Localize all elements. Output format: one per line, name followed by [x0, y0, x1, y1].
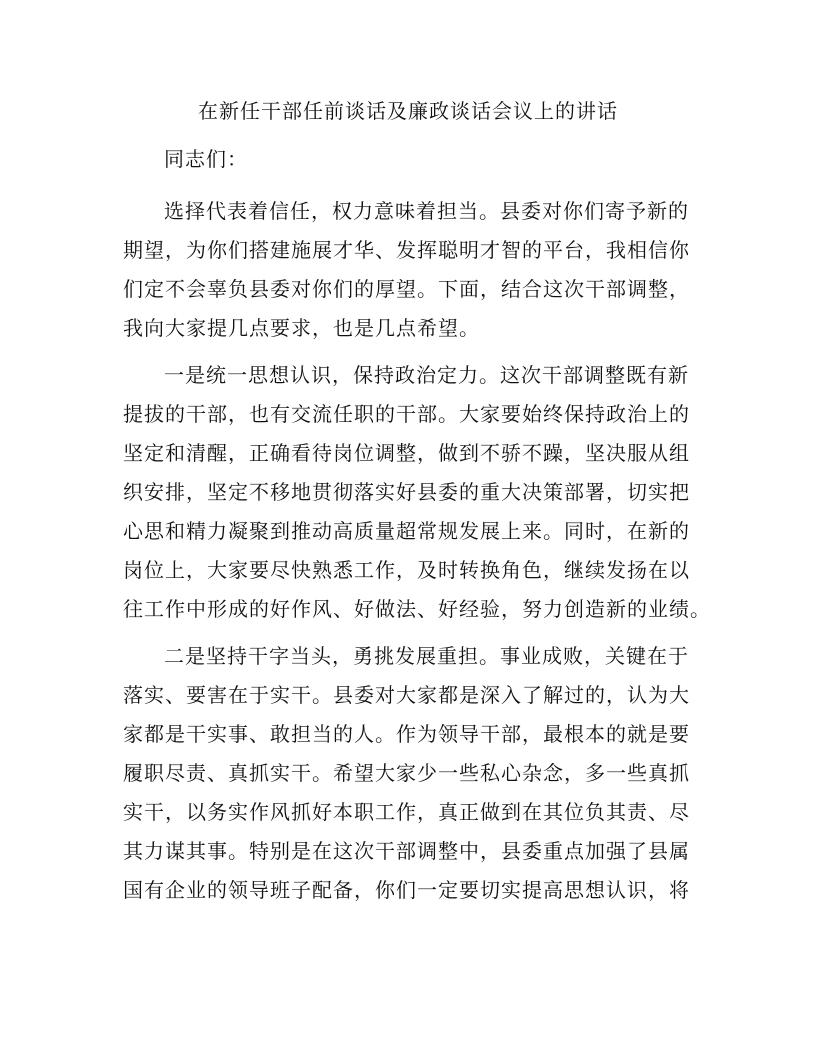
paragraph-3-line-6: 其力谋其事。特别是在这次干部调整中，县委重点加强了县属 [123, 839, 690, 863]
paragraph-3-line-5: 实干，以务实作风抓好本职工作，真正做到在其位负其责、尽 [123, 800, 690, 824]
paragraph-3-line-7: 国有企业的领导班子配备，你们一定要切实提高思想认识，将 [123, 878, 690, 902]
paragraph-2-line-3: 坚定和清醒，正确看待岗位调整，做到不骄不躁，坚决服从组 [123, 441, 690, 465]
paragraph-2-line-1: 一是统一思想认识，保持政治定力。这次干部调整既有新 [164, 363, 689, 387]
paragraph-1-line-4: 我向大家提几点要求，也是几点希望。 [123, 316, 480, 340]
salutation: 同志们： [164, 147, 248, 171]
document-title: 在新任干部任前谈话及廉政谈话会议上的讲话 [198, 99, 618, 123]
paragraph-2-line-7: 往工作中形成的好作风、好做法、好经验，努力创造新的业绩。 [123, 597, 711, 621]
paragraph-2-line-6: 岗位上，大家要尽快熟悉工作，及时转换角色，继续发扬在以 [123, 558, 690, 582]
paragraph-1-line-2: 期望，为你们搭建施展才华、发挥聪明才智的平台，我相信你 [123, 238, 690, 262]
paragraph-2-line-5: 心思和精力凝聚到推动高质量超常规发展上来。同时，在新的 [123, 519, 690, 543]
paragraph-3-line-1: 二是坚持干字当头，勇挑发展重担。事业成败，关键在于 [164, 644, 689, 668]
paragraph-3-line-2: 落实、要害在于实干。县委对大家都是深入了解过的，认为大 [123, 683, 690, 707]
paragraph-1-line-1: 选择代表着信任，权力意味着担当。县委对你们寄予新的 [164, 199, 689, 223]
paragraph-2-line-4: 织安排，坚定不移地贯彻落实好县委的重大决策部署，切实把 [123, 480, 690, 504]
paragraph-2-line-2: 提拔的干部，也有交流任职的干部。大家要始终保持政治上的 [123, 402, 690, 426]
paragraph-3-line-3: 家都是干实事、敢担当的人。作为领导干部，最根本的就是要 [123, 722, 690, 746]
paragraph-3-line-4: 履职尽责、真抓实干。希望大家少一些私心杂念，多一些真抓 [123, 761, 690, 785]
paragraph-1-line-3: 们定不会辜负县委对你们的厚望。下面，结合这次干部调整， [123, 277, 690, 301]
